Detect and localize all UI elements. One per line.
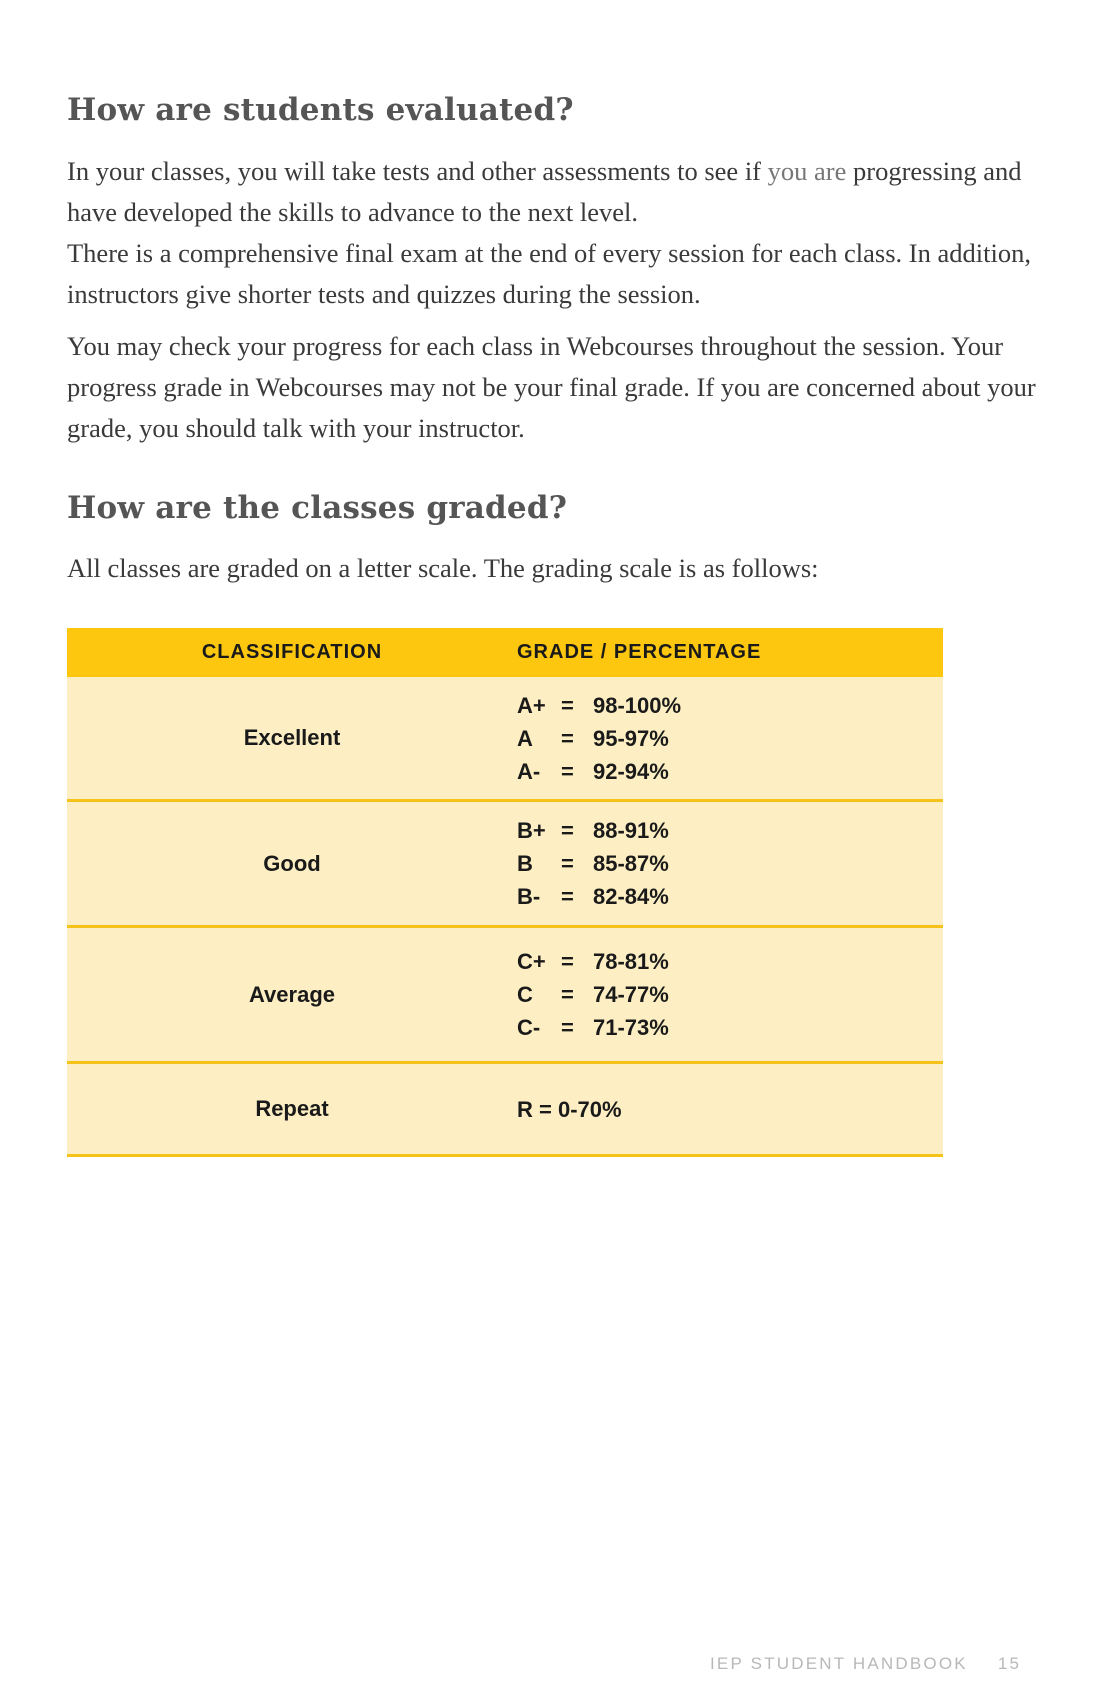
grade-letter: A — [517, 725, 533, 751]
grade-range: 88-91% — [593, 818, 669, 843]
grade-line — [517, 1011, 669, 1044]
grade-equals: = — [561, 692, 574, 718]
page-footer — [710, 1654, 1021, 1674]
classification-cell: Repeat — [255, 1096, 329, 1121]
grade-range: 82-84% — [593, 884, 669, 909]
grade-line — [517, 722, 681, 755]
grade-letter: C — [517, 982, 533, 1007]
grade-cell: R = 0-70% — [517, 1096, 622, 1122]
evaluation-text-b: you are — [767, 156, 847, 186]
grade-line — [517, 847, 669, 880]
grade-equals: = — [561, 818, 574, 843]
evaluation-text-d: There is a comprehensive final exam at the end of every session for each class. In addition, instructors give shorter tests and quizzes during the session. — [67, 238, 1031, 309]
grade-range: 92-94% — [593, 758, 669, 784]
grade-equals: = — [561, 949, 574, 974]
progress-paragraph: You may check your progress for each class in Webcourses throughout the session. Your progress grade in Webcourses may not be your final grade. If you are concerned about your grade, you should talk with your instructor. — [67, 331, 1036, 443]
grade-line — [517, 978, 669, 1011]
grade-line — [517, 880, 669, 913]
grade-cell — [517, 814, 669, 913]
table-row — [67, 928, 943, 1064]
grade-letter: A- — [517, 758, 541, 784]
evaluation-text-c: progressing and have developed the skills to advance to the next level. — [67, 156, 1022, 227]
classification-cell: Excellent — [243, 725, 341, 750]
evaluation-paragraph — [67, 151, 1047, 315]
grade-equals: = — [561, 725, 574, 751]
table-row — [67, 1064, 943, 1157]
grade-equals: = — [561, 851, 574, 876]
grade-letter: A+ — [517, 692, 546, 718]
classification-cell: Good — [263, 850, 321, 876]
grade-equals: = — [561, 884, 574, 909]
grade-range: 95-97% — [593, 725, 669, 751]
grade-line — [517, 755, 681, 788]
grade-line — [517, 945, 669, 978]
grade-range: 74-77% — [593, 982, 669, 1007]
grade-range: 78-81% — [593, 949, 669, 974]
table-header — [67, 628, 943, 677]
header-classification: CLASSIFICATION — [201, 641, 383, 663]
grade-line — [517, 814, 669, 847]
grade-cell — [517, 945, 669, 1044]
grade-letter: C+ — [517, 949, 546, 974]
page-number: 15 — [997, 1654, 1022, 1673]
grade-cell — [517, 689, 681, 788]
grade-range: 85-87% — [593, 851, 669, 876]
grade-equals: = — [561, 758, 574, 784]
grade-letter: B- — [517, 884, 541, 909]
footer-title: IEP STUDENT HANDBOOK — [710, 1654, 968, 1673]
grade-letter: C- — [517, 1015, 541, 1040]
grade-letter: B+ — [517, 818, 546, 843]
grade-equals: = — [561, 1015, 574, 1040]
grade-equals: = — [561, 982, 574, 1007]
grade-range: 71-73% — [593, 1015, 669, 1040]
classification-cell: Average — [248, 981, 335, 1007]
section-heading-evaluated: How are students evaluated? — [67, 92, 574, 128]
grading-intro-paragraph: All classes are graded on a letter scale. The grading scale is as follows: — [67, 553, 819, 583]
grading-table — [67, 628, 943, 1157]
grade-letter: B — [517, 851, 533, 876]
section-heading-graded: How are the classes graded? — [67, 490, 568, 526]
grade-line — [517, 689, 681, 722]
evaluation-text-a: In your classes, you will take tests and other assessments to see if — [67, 156, 768, 186]
table-row — [67, 677, 943, 802]
table-row — [67, 802, 943, 928]
grade-range: 98-100% — [593, 692, 682, 718]
header-grade-percentage: GRADE / PERCENTAGE — [517, 641, 762, 663]
